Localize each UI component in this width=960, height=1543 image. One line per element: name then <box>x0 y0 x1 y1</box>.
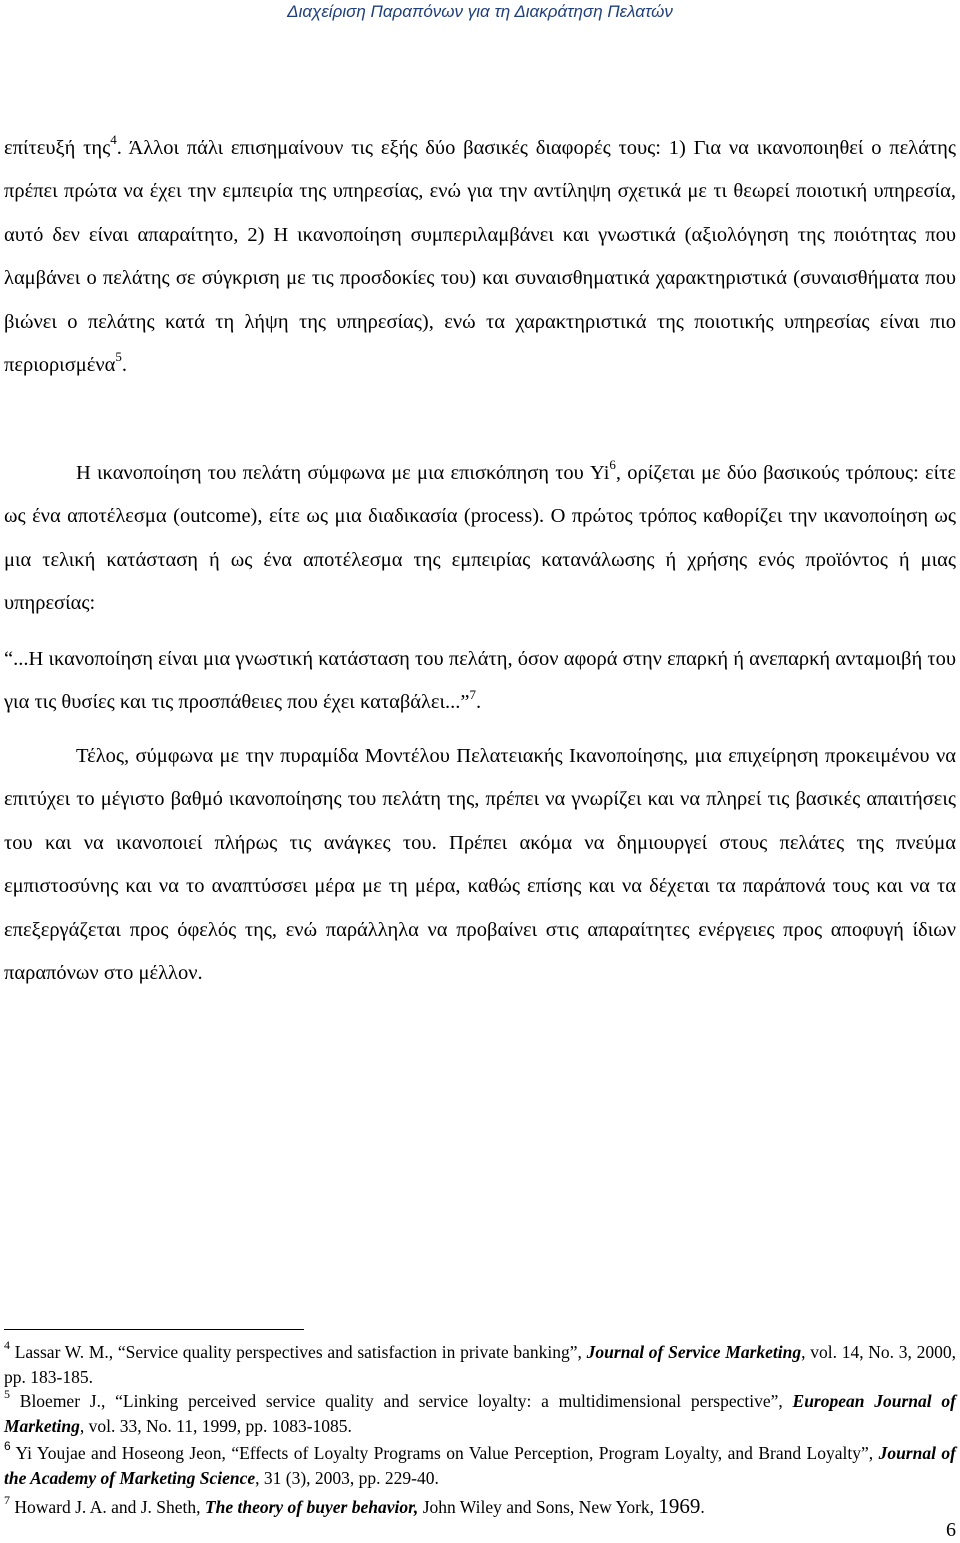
footnote-7-book: The theory of buyer behavior, <box>204 1497 419 1517</box>
paragraph-2-text-b: , ορίζεται με δύο βασικούς τρόπους: είτε ως ένα αποτέλεσμα (outcome), είτε ως μια διαδικασία (process). Ο πρώτος τρόπος καθορίζει την ικανοποίηση ως μια τελική κατάσταση ή ως ένα αποτέλεσμα της εμπειρίας κατανάλωσης ή χρήσης ενός προϊόντος ή μιας υπηρεσίας: <box>4 462 956 615</box>
footnote-ref-5: 5 <box>115 349 122 365</box>
quote-paragraph <box>4 638 956 725</box>
page-number: 6 <box>946 1519 956 1541</box>
footnote-7-number: 7 <box>4 1493 10 1508</box>
footnote-7-text: Howard J. A. and J. Sheth, <box>10 1497 205 1517</box>
footnote-6-text: Yi Youjae and Hoseong Jeon, “Effects of Loyalty Programs on Value Perception, Program Loyalty, and Brand Loyalty”, <box>10 1443 879 1463</box>
footnote-separator <box>4 1329 304 1330</box>
footnote-5-details: , vol. 33, No. 11, 1999, pp. 1083-1085. <box>79 1415 352 1436</box>
paragraph-1 <box>4 127 956 387</box>
footnote-7-end: . <box>700 1497 705 1517</box>
running-header: Διαχείριση Παραπόνων για τη Διακράτηση Πελατών <box>287 2 673 21</box>
footnote-6-number: 6 <box>4 1439 11 1454</box>
footnote-5-text: Bloemer J., “Linking perceived service quality and service loyalty: a multidimensional perspective”, <box>10 1391 793 1411</box>
paragraph-1-text-c: . <box>121 354 127 377</box>
footnote-6-journal: Journal of the Academy of Marketing Science <box>4 1443 956 1488</box>
footnote-ref-4: 4 <box>110 132 117 148</box>
paragraph-1-text-a: επίτευξή της <box>4 137 111 159</box>
quote-text: “...Η ικανοποίηση είναι μια γνωστική κατάσταση του πελάτη, όσον αφορά στην επαρκή ή ανεπαρκή ανταμοιβή του για τις θυσίες και τις προσπάθειες που έχει καταβάλει...” <box>4 648 956 714</box>
footnote-5-number: 5 <box>4 1387 10 1402</box>
footnote-7-year: 1969 <box>658 1494 701 1518</box>
footnote-5 <box>4 1389 956 1438</box>
footnote-6 <box>4 1441 956 1490</box>
footnote-4-number: 4 <box>4 1338 10 1353</box>
footnote-4-details: , vol. 14, No. 3, 2000, pp. 183-185. <box>4 1342 957 1387</box>
footnote-4 <box>4 1340 956 1389</box>
footnote-ref-7: 7 <box>469 686 477 702</box>
footnote-ref-6: 6 <box>609 457 616 473</box>
paragraph-4: Τέλος, σύμφωνα με την πυραμίδα Μοντέλου Πελατειακής Ικανοποίησης, μια επιχείρηση προκειμένου να επιτύχει το μέγιστο βαθμό ικανοποίησης του πελάτη της, πρέπει να γνωρίζει και να πληρεί τις βασικές απαιτήσεις του και να ικανοποιεί πλήρως τις ανάγκες του. Πρέπει ακόμα να δημιουργεί στους πελάτες της πνεύμα εμπιστοσύνης και να το αναπτύσσει μέρα με τη μέρα, καθώς επίσης και να δέχεται τα παράπονά τους και να τα επεξεργάζεται προς όφελός της, ενώ παράλληλα να προβαίνει στις απαραίτητες ενέργειες προς αποφυγή ίδιων παραπόνων στο μέλλον. <box>4 745 956 985</box>
paragraph-2 <box>4 452 956 626</box>
paragraph-1-text-b: . Άλλοι πάλι επισημαίνουν τις εξής δύο βασικές διαφορές τους: 1) Για να ικανοποιηθεί ο πελάτης πρέπει πρώτα να έχει την εμπειρία της υπηρεσίας, ενώ για την αντίληψη σχετικά με τι θεωρεί ποιοτική υπηρεσία, αυτό δεν είναι απαραίτητο, 2) Η ικανοποίηση συμπεριλαμβάνει και γνωστικά (αξιολόγηση της ποιότητας που λαμβάνει ο πελάτης σε σύγκριση με τις προσδοκίες του) και συναισθηματικά χαρακτηριστικά (συναισθήματα που βιώνει ο πελάτης κατά τη λήψη της υπηρεσίας), ενώ τα χαρακτηριστικά της ποιοτικής υπηρεσίας είναι πιο περιορισμένα <box>4 137 957 377</box>
footnote-4-journal: Journal of Service Marketing <box>586 1342 802 1362</box>
paragraph-2-text-a: Η ικανοποίηση του πελάτη σύμφωνα με μια επισκόπηση του Yi <box>76 462 610 484</box>
footnote-5-journal: European Journal of Marketing <box>4 1391 956 1436</box>
footnote-6-details: , 31 (3), 2003, pp. 229-40. <box>255 1467 439 1488</box>
footnote-7 <box>4 1494 956 1520</box>
footnote-7-details: John Wiley and Sons, New York, <box>418 1497 659 1517</box>
footnote-4-text: Lassar W. M., “Service quality perspectives and satisfaction in private banking”, <box>10 1342 587 1362</box>
quote-text-end: . <box>476 691 482 714</box>
